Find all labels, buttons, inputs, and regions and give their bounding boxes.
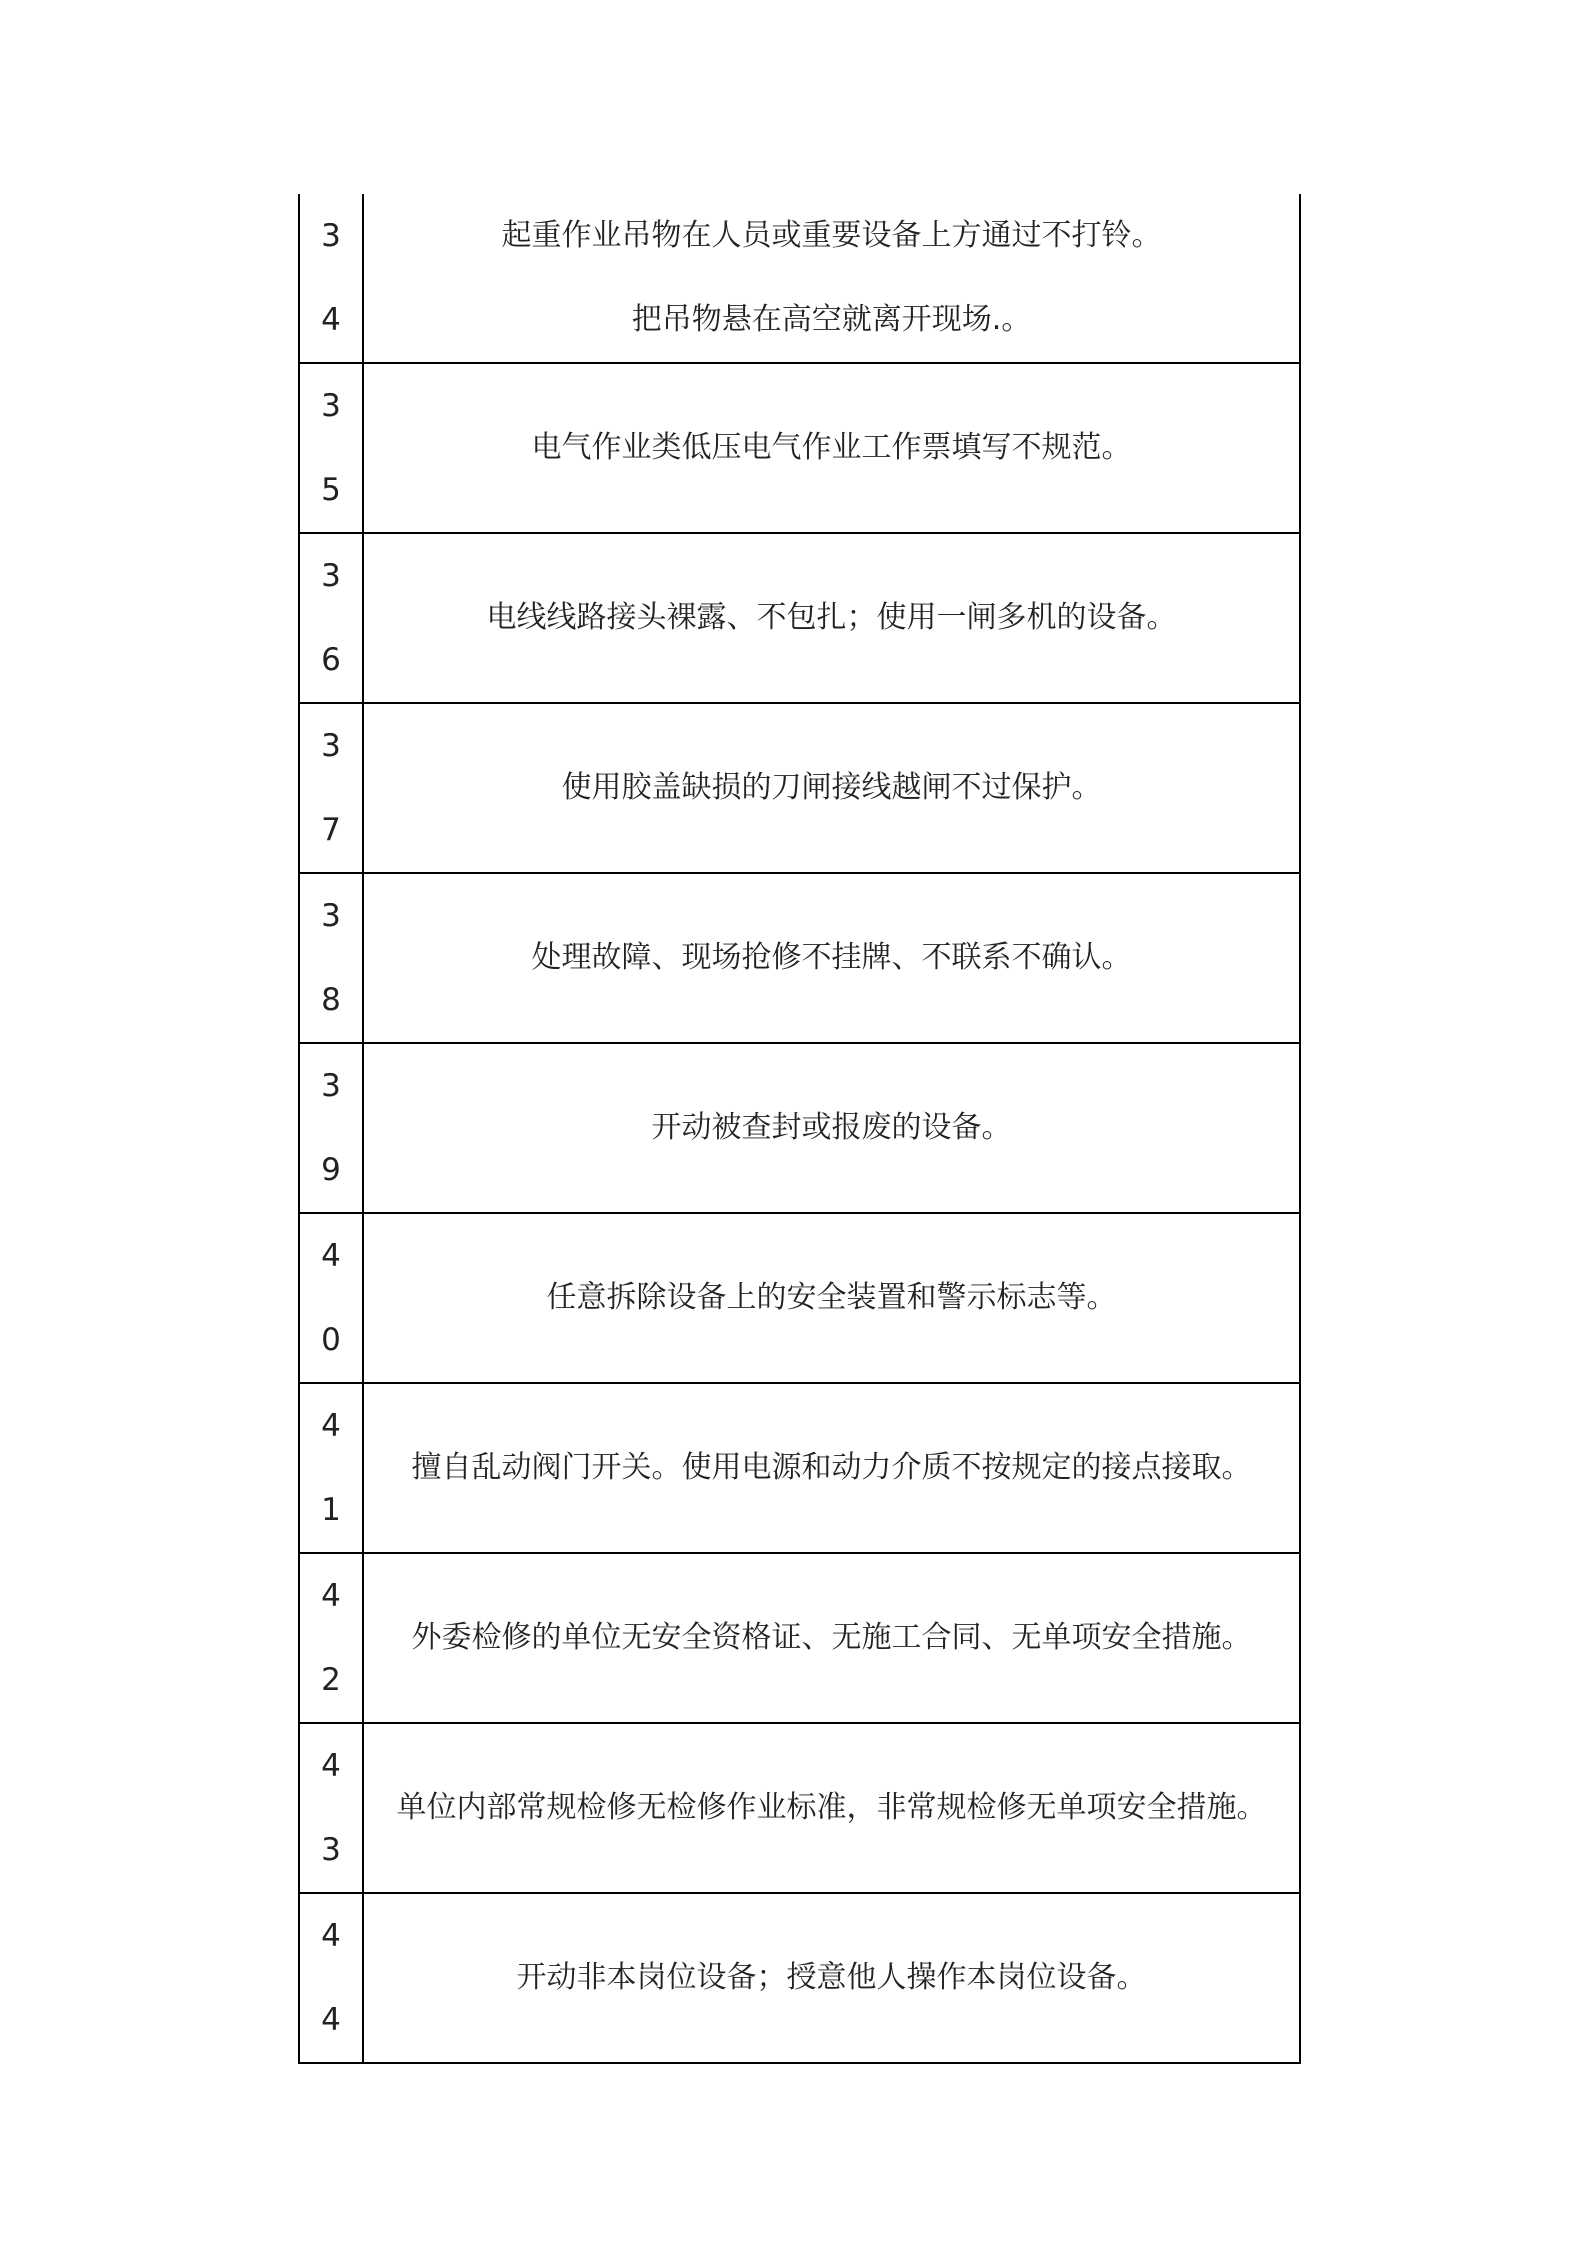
table-row: [299, 194, 1300, 363]
row-text-cell: [363, 1723, 1300, 1893]
row-text-cell: [363, 703, 1300, 873]
table-row: [299, 1553, 1300, 1723]
row-number-digit: 1: [321, 1492, 341, 1528]
row-number-digit: 0: [321, 1322, 341, 1358]
row-text-line: 开动非本岗位设备；授意他人操作本岗位设备。: [516, 1960, 1147, 1995]
row-text-line: 单位内部常规检修无检修作业标准，非常规检修无单项安全措施。: [396, 1790, 1267, 1825]
row-number-cell: [299, 703, 363, 873]
table-row: [299, 1383, 1300, 1553]
row-number-digit: 4: [321, 1578, 341, 1614]
row-number-cell: [299, 1383, 363, 1553]
row-number-digit: 4: [321, 2002, 341, 2038]
row-text-line: 电线线路接头裸露、不包扎；使用一闸多机的设备。: [486, 600, 1177, 635]
row-number-cell: [299, 1213, 363, 1383]
row-text-cell: [363, 363, 1300, 533]
row-number-digit: 4: [321, 302, 341, 338]
row-number-cell: [299, 873, 363, 1043]
row-text-line: 开动被查封或报废的设备。: [651, 1110, 1012, 1145]
row-number-digit: 7: [321, 812, 341, 848]
row-number-digit: 4: [321, 1748, 341, 1784]
row-number-digit: 3: [321, 728, 341, 764]
row-number-digit: 3: [321, 388, 341, 424]
table-row: [299, 1893, 1300, 2063]
row-number-digit: 4: [321, 1918, 341, 1954]
row-text-line: 电气作业类低压电气作业工作票填写不规范。: [531, 430, 1132, 465]
violation-table: [298, 194, 1301, 2064]
table-row: [299, 1213, 1300, 1383]
row-number-digit: 9: [321, 1152, 341, 1188]
row-number-digit: 2: [321, 1662, 341, 1698]
row-number-digit: 8: [321, 982, 341, 1018]
row-number-digit: 4: [321, 1408, 341, 1444]
table-row: [299, 1043, 1300, 1213]
violation-table-body: [299, 194, 1300, 2063]
row-text-line: 使用胶盖缺损的刀闸接线越闸不过保护。: [561, 770, 1102, 805]
row-number-cell: [299, 363, 363, 533]
row-number-digit: 3: [321, 218, 341, 254]
row-number-cell: [299, 194, 363, 363]
table-row: [299, 1723, 1300, 1893]
row-text-cell: [363, 1213, 1300, 1383]
table-row: [299, 873, 1300, 1043]
row-number-digit: 6: [321, 642, 341, 678]
row-number-cell: [299, 1043, 363, 1213]
row-number-digit: 3: [321, 898, 341, 934]
row-text-cell: [363, 533, 1300, 703]
table-row: [299, 703, 1300, 873]
row-number-cell: [299, 533, 363, 703]
row-number-digit: 5: [321, 472, 341, 508]
row-text-line: 擅自乱动阀门开关。使用电源和动力介质不按规定的接点接取。: [411, 1450, 1252, 1485]
row-number-digit: 3: [321, 1832, 341, 1868]
row-text-cell: [363, 194, 1300, 363]
row-number-cell: [299, 1553, 363, 1723]
row-text-line: 任意拆除设备上的安全装置和警示标志等。: [546, 1280, 1117, 1315]
table-row: [299, 363, 1300, 533]
row-text-line: 起重作业吊物在人员或重要设备上方通过不打铃。: [501, 218, 1162, 253]
row-text-cell: [363, 873, 1300, 1043]
row-text-line: 把吊物悬在高空就离开现场.。: [631, 302, 1032, 337]
row-text-line: 外委检修的单位无安全资格证、无施工合同、无单项安全措施。: [411, 1620, 1252, 1655]
row-text-cell: [363, 1383, 1300, 1553]
row-number-digit: 3: [321, 558, 341, 594]
row-number-digit: 3: [321, 1068, 341, 1104]
row-number-digit: 4: [321, 1238, 341, 1274]
row-text-cell: [363, 1043, 1300, 1213]
table-row: [299, 533, 1300, 703]
row-text-cell: [363, 1553, 1300, 1723]
row-number-cell: [299, 1723, 363, 1893]
row-number-cell: [299, 1893, 363, 2063]
row-text-cell: [363, 1893, 1300, 2063]
row-text-line: 处理故障、现场抢修不挂牌、不联系不确认。: [531, 940, 1132, 975]
